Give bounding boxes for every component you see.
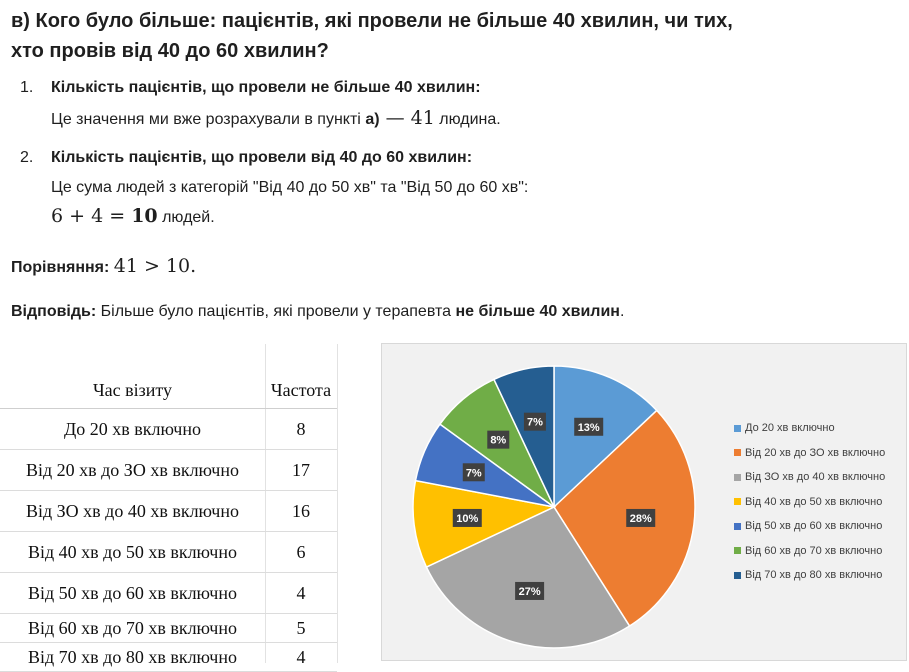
legend-label: Від 40 хв до 50 хв включно xyxy=(745,495,883,508)
frequency-table-area xyxy=(0,344,380,667)
chart-legend xyxy=(734,416,885,588)
step-body: Це сума людей з категорій "Від 40 до 50 хв" та "Від 50 до 60 хв": xyxy=(51,179,529,196)
step-equation xyxy=(51,204,880,230)
legend-item xyxy=(734,563,885,588)
slice-label-text: 7% xyxy=(526,416,543,429)
legend-label: Від 20 хв до ЗО хв включно xyxy=(745,446,886,459)
step-1 xyxy=(20,76,880,146)
cell-frequency: 4 xyxy=(265,643,337,672)
legend-label: Від 60 хв до 70 хв включно xyxy=(745,544,883,557)
legend-swatch xyxy=(734,547,741,554)
pie-chart-plot xyxy=(382,344,722,660)
legend-swatch xyxy=(734,474,741,481)
legend-label: Від 50 хв до 60 хв включно xyxy=(745,520,883,533)
grid-line xyxy=(337,344,338,663)
cell-time: До 20 хв включно xyxy=(0,409,265,450)
legend-swatch xyxy=(734,572,741,579)
table-row xyxy=(0,614,337,643)
frequency-table xyxy=(0,372,337,672)
table-row xyxy=(0,532,337,573)
step-2 xyxy=(20,146,880,230)
step-text-after: людина. xyxy=(434,111,501,128)
legend-swatch xyxy=(734,523,741,530)
question-title xyxy=(11,6,891,66)
legend-label: До 20 хв включно xyxy=(745,422,835,435)
header-frequency: Частота xyxy=(265,372,337,409)
answer xyxy=(11,300,624,324)
cell-time: Від 50 хв до 60 хв включно xyxy=(0,573,265,614)
legend-item xyxy=(734,539,885,564)
cell-frequency: 17 xyxy=(265,450,337,491)
comparison-math: 41 > 10. xyxy=(113,255,197,277)
cell-time: Від 60 хв до 70 хв включно xyxy=(0,614,265,643)
table-row xyxy=(0,409,337,450)
step-number: 1. xyxy=(20,79,34,96)
answer-end: . xyxy=(619,303,625,320)
table-row xyxy=(0,450,337,491)
slice-data-label xyxy=(463,463,485,481)
comparison xyxy=(11,254,196,280)
slice-data-label xyxy=(453,509,482,527)
pie-chart xyxy=(381,343,907,661)
question-line-2: хто провів від 40 до 60 хвилин? xyxy=(11,40,329,62)
answer-text: Більше було пацієнтів, які провели у терапевта xyxy=(96,303,456,320)
legend-item xyxy=(734,416,885,441)
cell-time: Від ЗО хв до 40 хв включно xyxy=(0,491,265,532)
cell-frequency: 8 xyxy=(265,409,337,450)
legend-swatch xyxy=(734,425,741,432)
cell-frequency: 6 xyxy=(265,532,337,573)
cell-frequency: 16 xyxy=(265,491,337,532)
table-row xyxy=(0,573,337,614)
cell-frequency: 4 xyxy=(265,573,337,614)
slice-label-text: 28% xyxy=(629,512,652,525)
step-title: Кількість пацієнтів, що провели від 40 до 60 хвилин: xyxy=(51,149,473,166)
cell-frequency: 5 xyxy=(265,614,337,643)
equation-math: 6 + 4 = xyxy=(51,205,132,227)
slice-data-label xyxy=(524,413,546,431)
slice-label-text: 10% xyxy=(456,512,479,525)
cell-time: Від 20 хв до ЗО хв включно xyxy=(0,450,265,491)
cell-time: Від 40 хв до 50 хв включно xyxy=(0,532,265,573)
step-title: Кількість пацієнтів, що провели не більше 40 хвилин: xyxy=(51,79,481,96)
legend-label: Від 70 хв до 80 хв включно xyxy=(745,569,883,582)
question-line-1: в) Кого було більше: пацієнтів, які провели не більше 40 хвилин, чи тих, xyxy=(11,10,733,32)
slice-label-text: 13% xyxy=(577,421,600,434)
slice-data-label xyxy=(574,418,603,436)
slice-label-text: 8% xyxy=(490,434,507,447)
step-math: — 41 xyxy=(379,107,435,129)
legend-label: Від ЗО хв до 40 хв включно xyxy=(745,471,886,484)
legend-item xyxy=(734,514,885,539)
slice-data-label xyxy=(626,509,655,527)
legend-swatch xyxy=(734,449,741,456)
table-row xyxy=(0,643,337,672)
slice-data-label xyxy=(515,582,544,600)
comparison-label: Порівняння: xyxy=(11,259,110,276)
header-visit-time: Час візиту xyxy=(0,372,265,409)
slice-label-text: 7% xyxy=(465,467,482,480)
table-row xyxy=(0,491,337,532)
legend-swatch xyxy=(734,498,741,505)
slice-data-label xyxy=(487,431,509,449)
equation-result: 10 xyxy=(131,205,158,227)
legend-item xyxy=(734,441,885,466)
legend-item xyxy=(734,465,885,490)
step-ref: а) xyxy=(365,111,380,128)
answer-bold: не більше 40 хвилин xyxy=(455,303,620,320)
answer-label: Відповідь: xyxy=(11,303,97,320)
slice-label-text: 27% xyxy=(518,585,541,598)
legend-item xyxy=(734,490,885,515)
step-number: 2. xyxy=(20,149,34,166)
solution-steps xyxy=(20,76,880,230)
step-text: Це значення ми вже розрахували в пункті xyxy=(51,111,366,128)
step-body xyxy=(51,106,880,132)
equation-text-after: людей. xyxy=(157,209,215,226)
cell-time: Від 70 хв до 80 хв включно xyxy=(0,643,265,672)
